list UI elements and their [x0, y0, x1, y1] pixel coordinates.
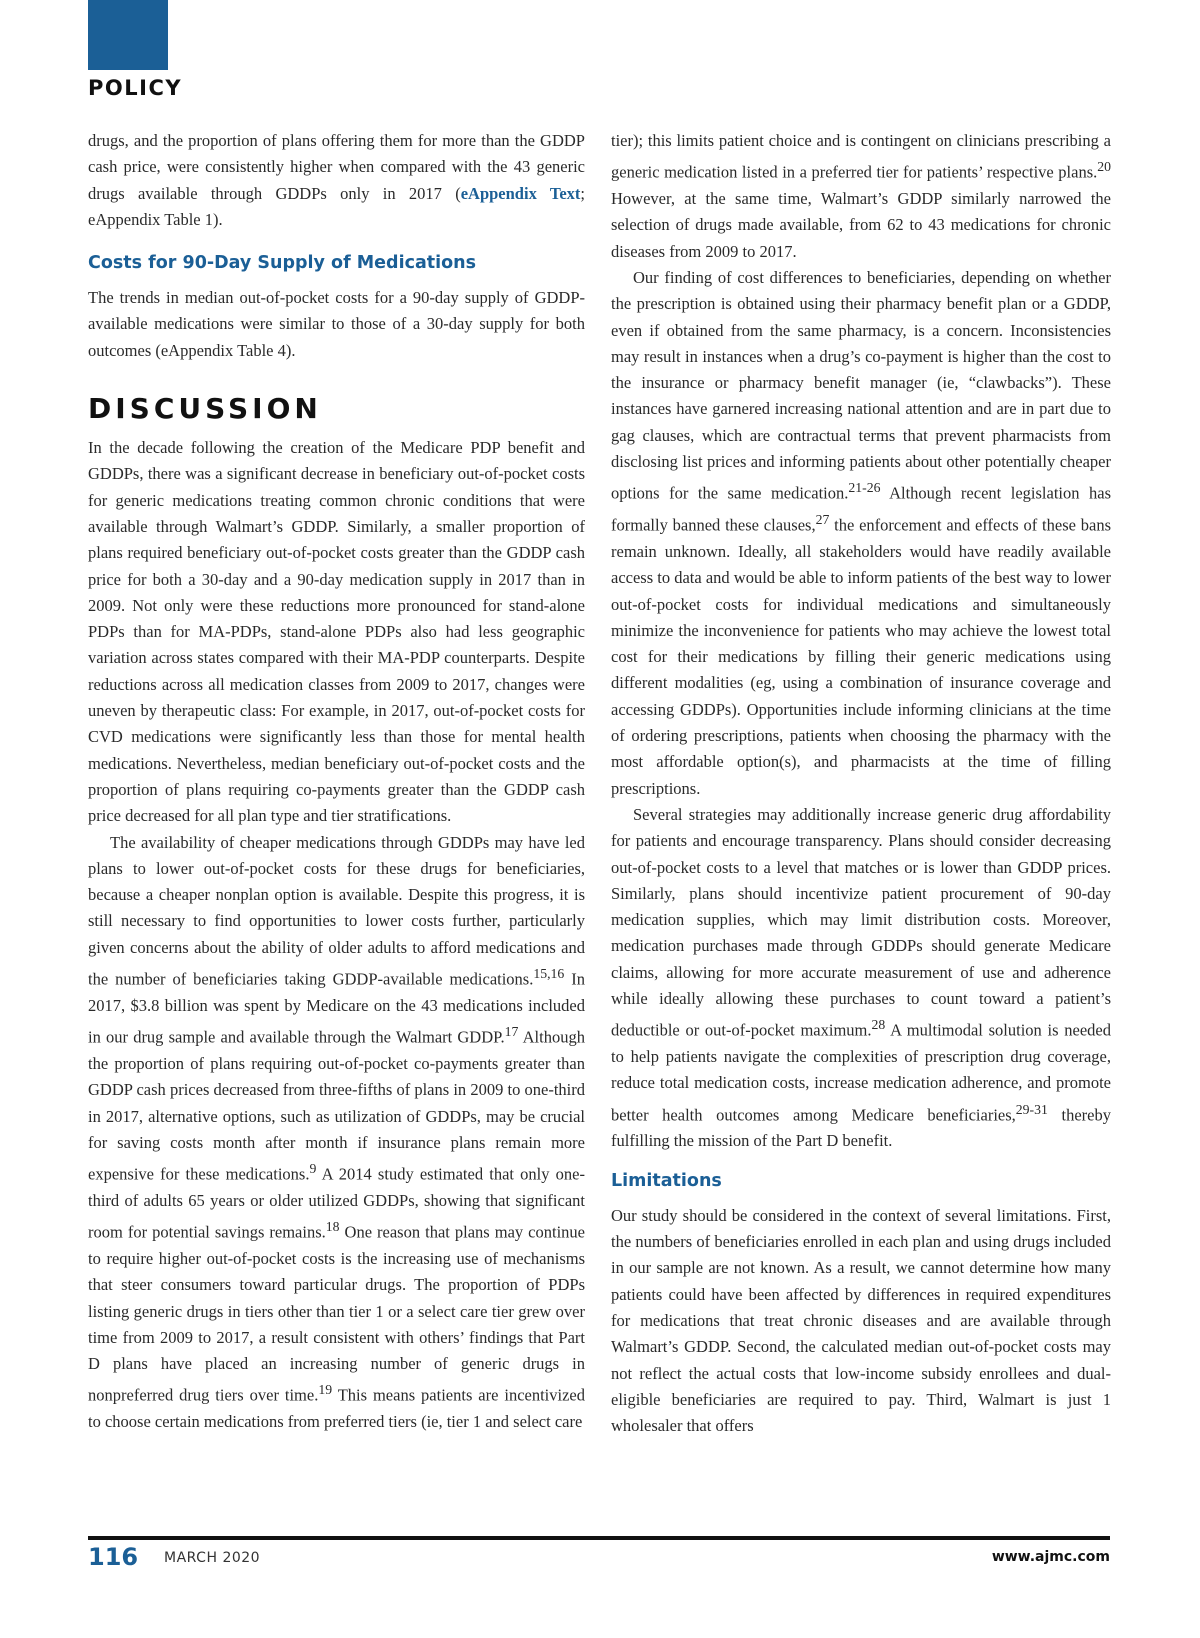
discussion-heading: DISCUSSION: [88, 392, 322, 426]
discussion-paragraph-1: In the decade following the creation of the Medicare PDP benefit and GDDPs, there was a significant decrease in beneficiary out-of-pocket costs for generic medications treating common chronic conditions that were available through Walmart’s GDDP. Similarly, a smaller proportion of plans required beneficiary out-of-pocket costs greater than the GDDP cash price for both a 30-day and a 90-day medication supply in 2017 than in 2009. Not only were these reductions more pronounced for stand-alone PDPs than for MA-PDPs, stand-alone PDPs also had less geographic variation across states compared with their MA-PDP counterparts. Despite reductions across all medication classes from 2009 to 2017, changes were uneven by therapeutic class: For example, in 2017, out-of-pocket costs for CVD medications were significantly less than those for mental health medications. Nevertheless, median beneficiary out-of-pocket costs and the proportion of plans requiring co-payments greater than the GDDP cash price decreased for all plan type and tier stratifications.: [88, 438, 585, 826]
footer-rule: [88, 1536, 1110, 1540]
left-column: [88, 128, 585, 1436]
right-column: [611, 128, 1111, 1439]
strategies-paragraph: Several strategies may additionally increase generic drug affordability for patients and encourage transparency. Plans should consider decreasing out-of-pocket costs to a level that matches or is lower than GDDP prices. Similarly, plans should incentivize patient procurement of 90-day medication supplies, which may limit distribution costs. Moreover, medication purchases made through GDDPs should generate Medicare claims, allowing for more accurate measurement of use and adherence while ideally allowing these purchases to count toward a patient’s deductible or out-of-pocket maximum.$^{28}$ A multimodal solution is needed to help patients navigate the complexities of prescription drug coverage, reduce total medication costs, increase medication adherence, and promote better health outcomes among Medicare beneficiaries,$^{29-31}$ thereby fulfilling the mission of the Part D benefit.: [611, 804, 1111, 1151]
limitations-paragraph: Our study should be considered in the context of several limitations. First, the numbers of beneficiaries enrolled in each plan and using drugs included in our sample are not known. As a result, we cannot determine how many patients could have been affected by differences in required expenditures for medications that treat chronic diseases and are available through Walmart’s GDDP. Second, the calculated median out-of-pocket costs may not reflect the actual costs that low-income subsidy enrollees and dual-eligible beneficiaries are required to pay. Third, Walmart is just 1 wholesaler that offers: [611, 1205, 1111, 1436]
costs-90-day-paragraph: The trends in median out-of-pocket costs for a 90-day supply of GDDP-available medications were similar to those of a 30-day supply for both outcomes (eAppendix Table 4).: [88, 288, 585, 360]
discussion-paragraph-2: The availability of cheaper medications through GDDPs may have led plans to lower out-of-pocket costs for these drugs for beneficiaries, because a cheaper nonplan option is available. Despite this progress, it is still necessary to find opportunities to lower costs further, particularly given concerns about the ability of older adults to afford medications and the number of beneficiaries taking GDDP-available medications.$^{15,16}$ In 2017, $3.8 billion was spent by Medicare on the 43 medications included in our drug sample and available through the Walmart GDDP.$^{17}$ Although the proportion of plans requiring out-of-pocket co-payments greater than GDDP cash prices decreased from three-fifths of plans in 2009 to one-third in 2017, alternative options, such as utilization of GDDPs, may be crucial for saving costs month after month if insurance plans remain more expensive for these medications.$^9$ A 2014 study estimated that only one-third of adults 65 years or older utilized GDDPs, showing that significant room for potential savings remains.$^{18}$ One reason that plans may continue to require higher out-of-pocket costs is the increasing use of mechanisms that steer consumers toward particular drugs. The proportion of PDPs listing generic drugs in tiers other than tier 1 or a select care tier grew over time from 2009 to 2017, a result consistent with others’ findings that Part D plans have placed an increasing number of generic drugs in nonpreferred drug tiers over time.$^{19}$ This means patients are incentivized to choose certain medications from preferred tiers (ie, tier 1 and select care: [88, 832, 585, 1432]
section-color-block: [88, 0, 168, 70]
left-continuation-paragraph: drugs, and the proportion of plans offering them for more than the GDDP cash price, were consistently higher when compared with the 43 generic drugs available through GDDPs only in 2017 (eAppendix Text; eAppendix Table 1).: [88, 131, 585, 229]
limitations-subheading: Limitations: [611, 1170, 722, 1191]
page-number: 116: [88, 1543, 139, 1571]
costs-90-day-subheading: Costs for 90-Day Supply of Medications: [88, 253, 477, 274]
gag-clause-paragraph: Our finding of cost differences to beneficiaries, depending on whether the prescription is obtained using their pharmacy benefit plan or a GDDP, even if obtained from the same pharmacy, is a concern. Inconsistencies may result in instances when a drug’s co-payment is higher than the cost to the insurance or pharmacy benefit manager (ie, “clawbacks”). These instances have garnered increasing national attention and are in part due to gag clauses, which are contractual terms that prevent pharmacists from disclosing list prices and informing patients about other potentially cheaper options for the same medication.$^{21-26}$ Although recent legislation has formally banned these clauses,$^{27}$ the enforcement and effects of these bans remain unknown. Ideally, all stakeholders would have readily available access to data and would be able to inform patients of the best way to lower out-of-pocket costs for individual medications and simultaneously minimize the inconvenience for patients who may achieve the lowest total cost for their medications by filling their generic medications using different modalities (eg, using a combination of insurance coverage and accessing GDDPs). Opportunities include informing clinicians at the time of ordering prescriptions, patients when choosing the pharmacy with the most affordable option(s), and pharmacists at the time of filling prescriptions.: [611, 267, 1111, 798]
section-label: POLICY: [88, 76, 183, 100]
website-link[interactable]: www.ajmc.com: [991, 1549, 1110, 1565]
issue-date: MARCH 2020: [164, 1550, 261, 1566]
right-continuation-paragraph: tier); this limits patient choice and is contingent on clinicians prescribing a generic medication listed in a preferred tier for patients’ respective plans.$^{20}$ However, at the same time, Walmart’s GDDP similarly narrowed the selection of drugs made available, from 62 to 43 medications for chronic diseases from 2009 to 2017.: [611, 131, 1111, 261]
